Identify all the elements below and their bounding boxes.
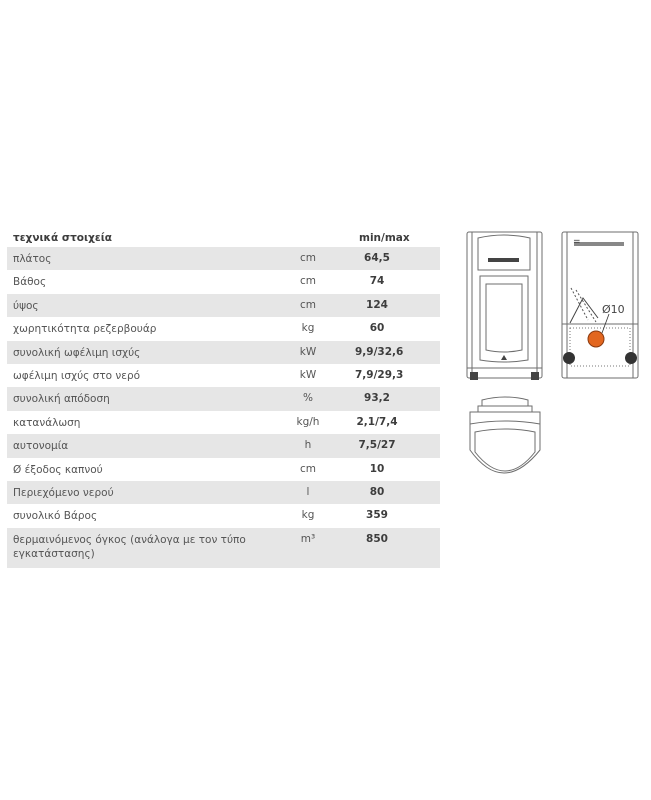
row-value: 60 (369, 322, 385, 335)
row-label: χωρητικότητα ρεζερβουάρ (13, 323, 157, 336)
minmax-header: min/max (359, 232, 410, 244)
row-value: 93,2 (364, 392, 390, 405)
row-label: πλάτος (13, 253, 52, 265)
row-unit: h (304, 439, 312, 452)
row-label: συνολικό Βάρος (13, 510, 98, 523)
row-unit: m³ (300, 532, 316, 545)
row-unit: kW (299, 368, 317, 381)
table-row (7, 458, 440, 481)
specs-header (7, 230, 440, 247)
table-row (7, 504, 440, 527)
rear-outlet-label: Ø10 (602, 303, 625, 316)
technical-drawings (458, 228, 644, 498)
table-row (7, 270, 440, 293)
table-row (7, 317, 440, 340)
row-unit: kg (301, 509, 315, 522)
row-value: 80 (369, 485, 385, 498)
table-row (7, 481, 440, 504)
table-row (7, 364, 440, 387)
rear-view-drawing (562, 232, 638, 378)
top-view-drawing (470, 397, 540, 473)
front-view-drawing (467, 232, 542, 380)
rear-outlet-marker (588, 331, 604, 347)
row-value: 2,1/7,4 (356, 415, 398, 428)
row-label: συνολική απόδοση (13, 393, 110, 406)
row-label: ωφέλιμη ισχύς στο νερό (13, 369, 141, 382)
row-value: 9,9/32,6 (355, 345, 404, 358)
table-row (7, 247, 440, 270)
row-label: κατανάλωση (13, 416, 81, 429)
row-label: συνολική ωφέλιμη ισχύς (13, 346, 141, 359)
table-row (7, 411, 440, 434)
row-label: Βάθος (13, 276, 47, 289)
row-value: 74 (369, 275, 385, 288)
row-unit: kg (301, 322, 315, 335)
specs-table (7, 230, 440, 568)
specs-title: τεχνικά στοιχεία (13, 232, 112, 244)
row-unit: kg/h (296, 415, 320, 428)
row-label: θερμαινόμενος όγκος (ανάλογα με τον τύπο εγκατάστασης) (13, 533, 246, 560)
row-value: 124 (366, 298, 388, 311)
table-row (7, 294, 440, 317)
row-unit: cm (299, 275, 316, 288)
stove-drawings-svg (458, 228, 644, 498)
row-unit: cm (299, 252, 316, 264)
row-label: Περιεχόμενο νερού (13, 486, 114, 499)
row-value: 7,9/29,3 (355, 368, 404, 381)
svg-text:=: = (573, 237, 581, 247)
row-value: 850 (366, 532, 388, 545)
row-value: 359 (366, 509, 388, 522)
table-row (7, 341, 440, 364)
table-row (7, 528, 440, 568)
row-unit: kW (299, 345, 317, 358)
row-value: 64,5 (364, 252, 390, 264)
row-label: αυτονομία (13, 440, 69, 453)
row-label: ύψος (13, 299, 39, 312)
row-value: 10 (369, 462, 385, 475)
row-unit: % (303, 392, 313, 405)
table-row (7, 434, 440, 457)
row-value: 7,5/27 (358, 439, 396, 452)
row-unit: cm (299, 298, 316, 311)
row-unit: cm (299, 462, 316, 475)
row-label: Ø έξοδος καπνού (13, 463, 103, 476)
row-unit: l (306, 485, 310, 498)
table-row (7, 387, 440, 410)
